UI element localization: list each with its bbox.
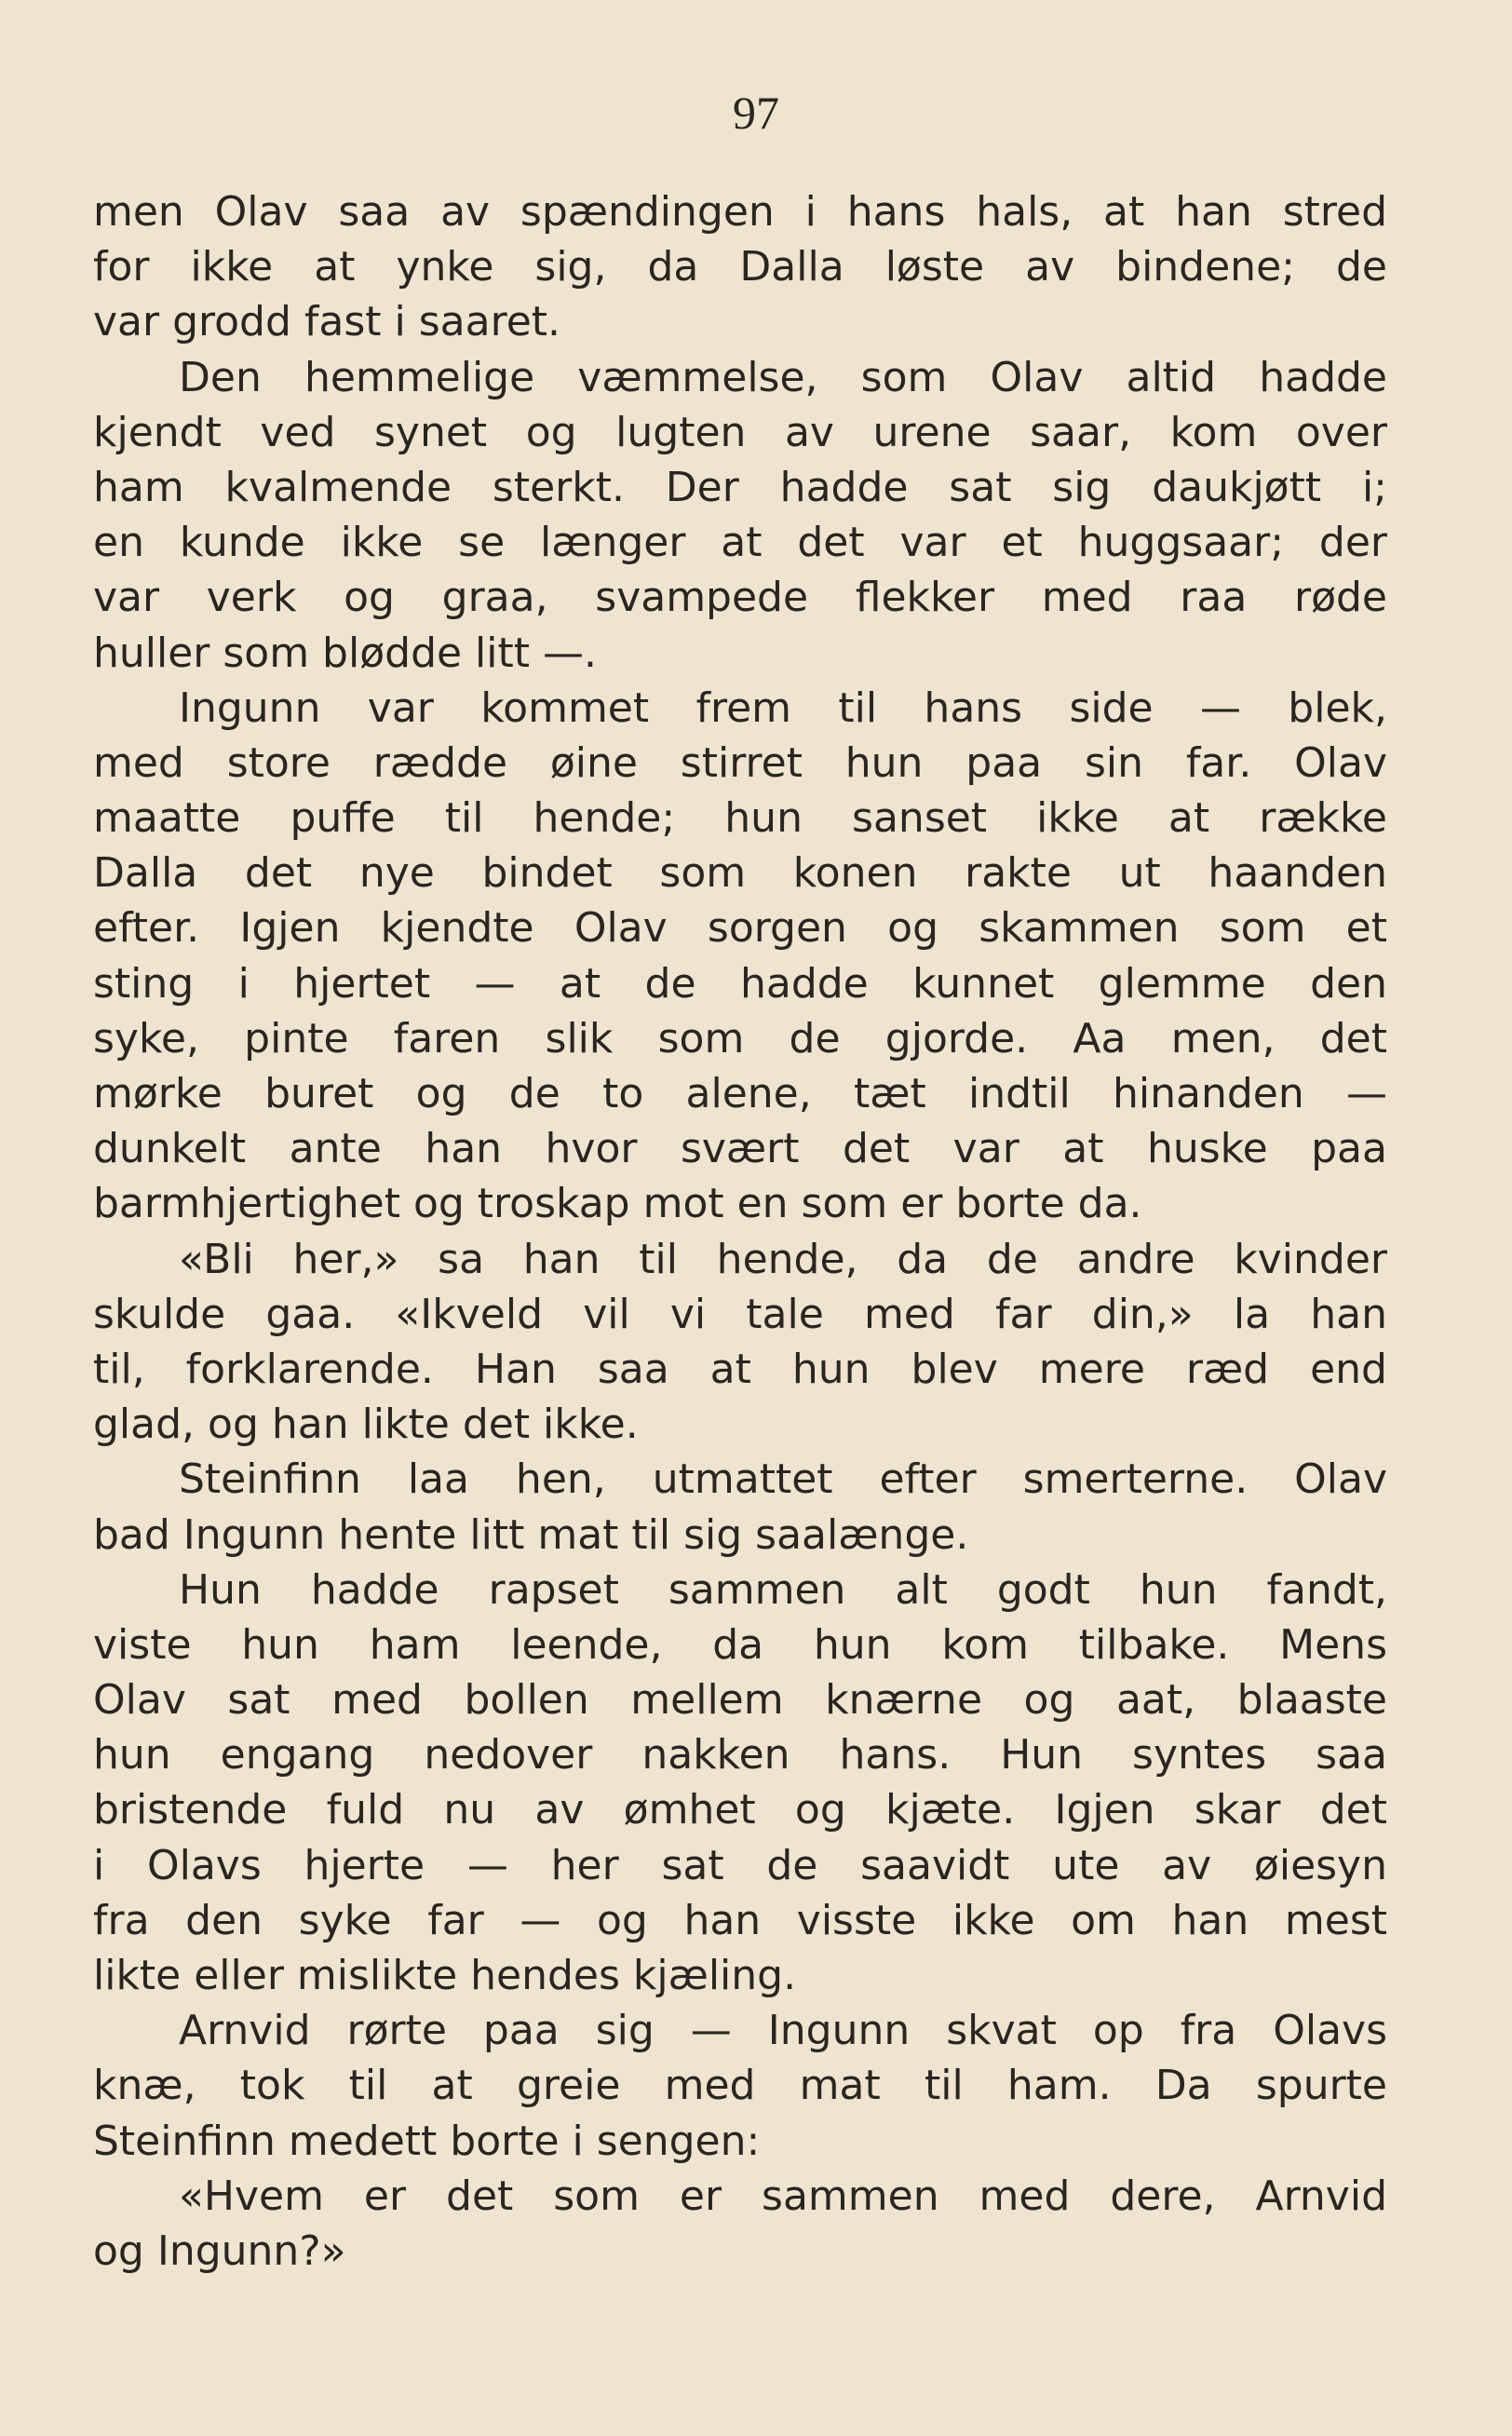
text-line: Steinfinn medett borte i sengen: xyxy=(93,2117,761,2165)
text-line: var verk og graa, svampede flekker med raa røde xyxy=(93,574,1387,622)
text-line: barmhjertighet og troskap mot en som er borte da. xyxy=(93,1180,1142,1228)
text-line: fra den syke far — og han visste ikke om han mest xyxy=(93,1896,1387,1944)
text-line: knæ, tok til at greie med mat til ham. Da spurte xyxy=(93,2062,1387,2110)
text-line: i Olavs hjerte — her sat de saavidt ute av øiesyn xyxy=(93,1841,1387,1889)
text-line: bad Ingunn hente litt mat til sig saalænge. xyxy=(93,1510,969,1559)
text-line: med store rædde øine stirret hun paa sin far. Olav xyxy=(93,738,1387,787)
text-line: huller som blødde litt —. xyxy=(93,629,597,677)
text-line: «Hvem er det som er sammen med dere, Arnvid xyxy=(179,2172,1387,2220)
text-line: og Ingunn?» xyxy=(93,2226,346,2275)
text-line: likte eller mislikte hendes kjæling. xyxy=(93,1952,797,1999)
text-line: «Bli her,» sa han til hende, da de andre kvinder xyxy=(179,1235,1387,1283)
text-line: til, forklarende. Han saa at hun blev mere ræd end xyxy=(93,1345,1387,1393)
text-line: kjendt ved synet og lugten av urene saar, kom over xyxy=(93,408,1387,456)
text-line: hun engang nedover nakken hans. Hun syntes saa xyxy=(93,1731,1387,1780)
text-line: Olav sat med bollen mellem knærne og aat, blaaste xyxy=(93,1676,1387,1725)
text-line: Hun hadde rapset sammen alt godt hun fandt, xyxy=(179,1565,1387,1614)
body-text xyxy=(93,184,1387,2279)
text-line: Ingunn var kommet frem til hans side — blek, xyxy=(179,683,1387,732)
text-line: Arnvid rørte paa sig — Ingunn skvat op fra Olavs xyxy=(179,2007,1387,2055)
text-line: dunkelt ante han hvor svært det var at huske paa xyxy=(93,1125,1387,1173)
text-line: Steinfinn laa hen, utmattet efter smerterne. Olav xyxy=(179,1455,1387,1504)
page-number: 97 xyxy=(733,87,779,139)
text-line: var grodd fast i saaret. xyxy=(93,298,561,346)
text-line: syke, pinte faren slik som de gjorde. Aa men, det xyxy=(93,1014,1387,1062)
text-line: mørke buret og de to alene, tæt indtil hinanden — xyxy=(93,1070,1387,1117)
text-line: glad, og han likte det ikke. xyxy=(93,1401,639,1449)
text-line: sting i hjertet — at de hadde kunnet glemme den xyxy=(93,959,1387,1008)
text-line: efter. Igjen kjendte Olav sorgen og skammen som et xyxy=(93,904,1387,953)
text-line: en kunde ikke se længer at det var et huggsaar; der xyxy=(93,519,1387,567)
text-line: bristende fuld nu av ømhet og kjæte. Igjen skar det xyxy=(93,1786,1387,1834)
text-line: maatte puffe til hende; hun sanset ikke at række xyxy=(93,794,1387,843)
text-line: for ikke at ynke sig, da Dalla løste av bindene; de xyxy=(93,243,1387,291)
text-line: skulde gaa. «Ikveld vil vi tale med far din,» la han xyxy=(93,1290,1387,1338)
text-line: Den hemmelige væmmelse, som Olav altid hadde xyxy=(179,353,1387,401)
text-line: viste hun ham leende, da hun kom tilbake. Mens xyxy=(93,1620,1387,1669)
text-line: Dalla det nye bindet som konen rakte ut haanden xyxy=(93,849,1387,898)
text-line: ham kvalmende sterkt. Der hadde sat sig daukjøtt i; xyxy=(93,463,1387,511)
text-line: men Olav saa av spændingen i hans hals, at han stred xyxy=(93,188,1387,236)
